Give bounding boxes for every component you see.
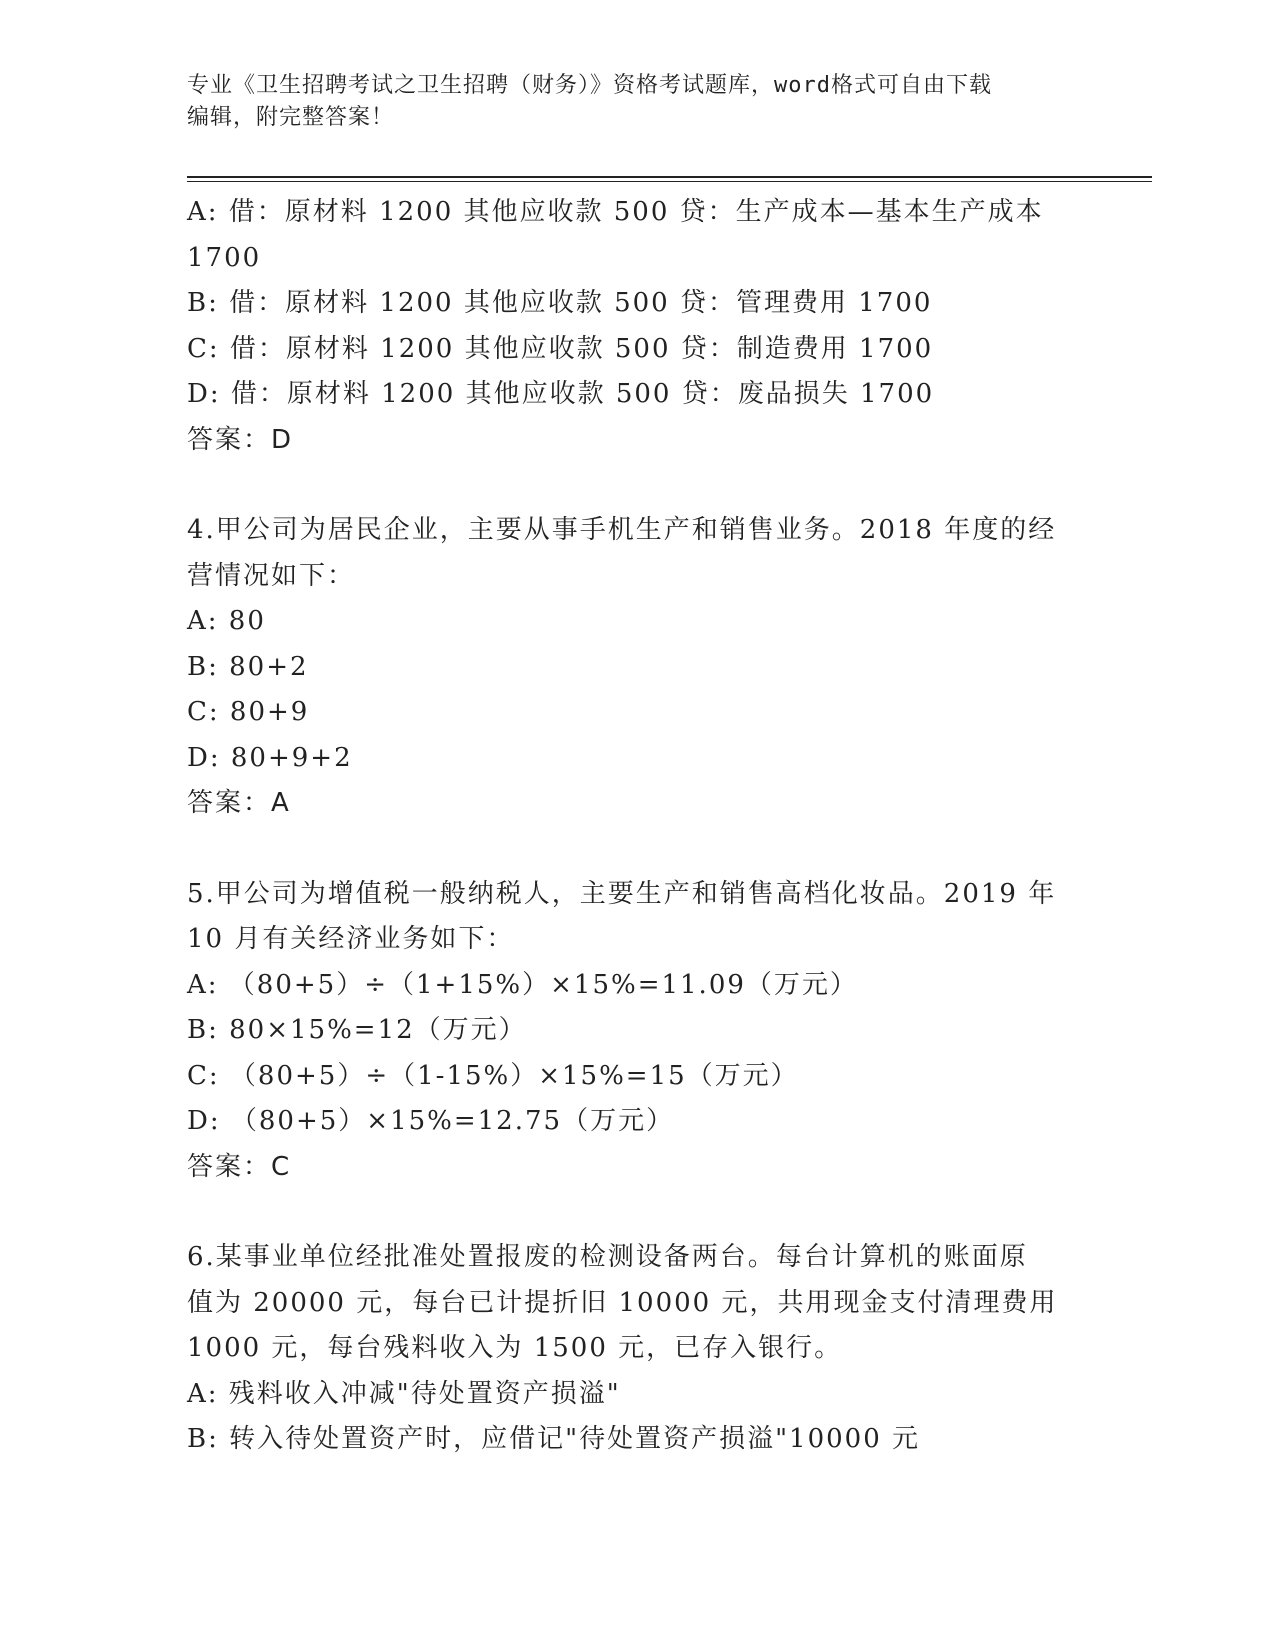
option-a: A: 80 xyxy=(187,606,266,636)
question-stem-line-1: 5.甲公司为增值税一般纳税人，主要生产和销售高档化妆品。2019 年 xyxy=(187,878,1057,909)
header-line-2: 编辑，附完整答案！ xyxy=(187,105,395,130)
document-header xyxy=(187,70,1087,134)
question-stem-line-3: 1000 元，每台残料收入为 1500 元，已存入银行。 xyxy=(187,1333,843,1363)
header-divider xyxy=(187,176,1152,178)
question-stem-line-2: 营情况如下： xyxy=(187,560,356,591)
answer: 答案：C xyxy=(187,1151,292,1182)
question-3 xyxy=(187,190,1067,463)
question-stem-line-2: 值为 20000 元，每台已计提折旧 10000 元，共用现金支付清理费用 xyxy=(187,1287,1058,1318)
question-5 xyxy=(187,872,1067,1191)
answer: 答案：D xyxy=(187,424,294,455)
header-line-1: 专业《卫生招聘考试之卫生招聘（财务）》资格考试题库，word格式可自由下载 xyxy=(187,73,992,98)
option-c: C: 80+9 xyxy=(187,697,310,727)
question-4 xyxy=(187,508,1067,827)
option-d: D: 80+9+2 xyxy=(187,742,353,773)
option-b: B: 借：原材料 1200 其他应收款 500 贷：管理费用 1700 xyxy=(187,288,933,318)
option-c: C: 借：原材料 1200 其他应收款 500 贷：制造费用 1700 xyxy=(187,333,934,364)
question-stem-line-2: 10 月有关经济业务如下： xyxy=(187,924,515,954)
option-a: A: 借：原材料 1200 其他应收款 500 贷：生产成本—基本生产成本 xyxy=(187,197,1044,227)
option-d: D: 借：原材料 1200 其他应收款 500 贷：废品损失 1700 xyxy=(187,379,935,409)
question-list xyxy=(187,190,1067,1463)
option-a: A: （80+5）÷（1+15%）×15%=11.09（万元） xyxy=(187,969,858,1000)
question-6 xyxy=(187,1235,1067,1463)
option-c: C: （80+5）÷（1-15%）×15%=15（万元） xyxy=(187,1060,799,1091)
option-d: D: （80+5）×15%=12.75（万元） xyxy=(187,1106,675,1136)
question-stem-line-1: 6.某事业单位经批准处置报废的检测设备两台。每台计算机的账面原 xyxy=(187,1242,1028,1272)
header-divider-thin xyxy=(187,181,1152,182)
option-b: B: 80+2 xyxy=(187,651,309,682)
option-a-continued: 1700 xyxy=(187,242,262,273)
option-b: B: 80×15%=12（万元） xyxy=(187,1015,527,1045)
answer: 答案：A xyxy=(187,788,291,818)
question-stem-line-1: 4.甲公司为居民企业，主要从事手机生产和销售业务。2018 年度的经 xyxy=(187,515,1057,545)
option-a: A: 残料收入冲减"待处置资产损溢" xyxy=(187,1378,621,1409)
option-b: B: 转入待处置资产时，应借记"待处置资产损溢"10000 元 xyxy=(187,1424,921,1454)
